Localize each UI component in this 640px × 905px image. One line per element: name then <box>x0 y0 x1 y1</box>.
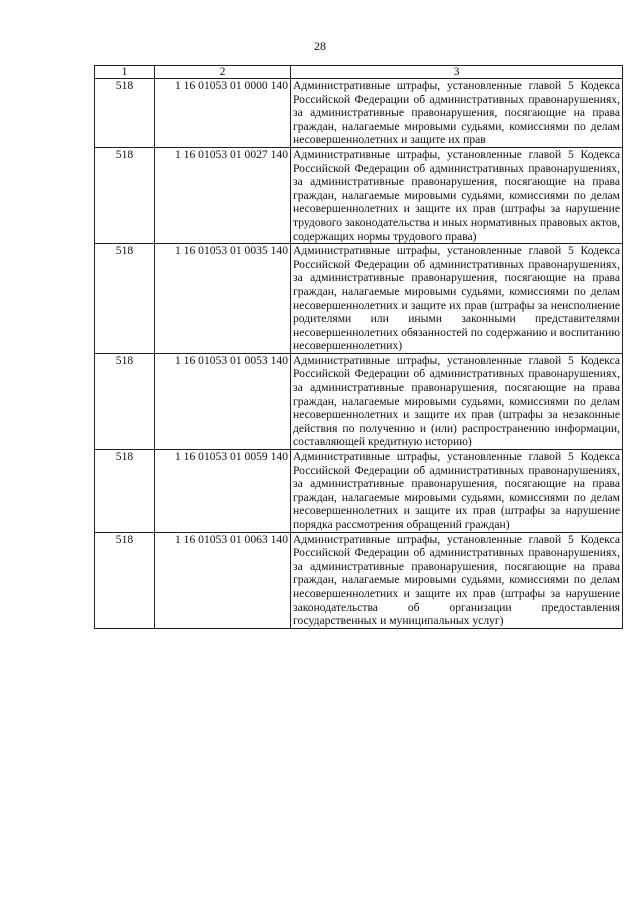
table-row <box>95 147 623 243</box>
table-header <box>95 66 623 79</box>
table-body <box>95 79 623 629</box>
table-row <box>95 532 623 628</box>
admin-code-cell: 518 <box>95 353 155 449</box>
header-row <box>95 66 623 79</box>
table-row <box>95 79 623 148</box>
table-row <box>95 244 623 354</box>
admin-code-cell: 518 <box>95 244 155 354</box>
table-row <box>95 450 623 533</box>
header-col-1: 1 <box>95 66 155 79</box>
description-cell: Административные штрафы, установленные главой 5 Кодекса Российской Федерации об административных правонарушениях, за административные правонарушения, посягающие на права граждан, налагаемые мировыми судьями, комиссиями по делам несовершеннолетних и защите их прав (штрафы за нарушение законодательства об организации предоставления государственных и муниципальных услуг) <box>291 532 623 628</box>
budget-code-cell: 1 16 01053 01 0059 140 <box>155 450 291 533</box>
description-cell: Административные штрафы, установленные главой 5 Кодекса Российской Федерации об административных правонарушениях, за административные правонарушения, посягающие на права граждан, налагаемые мировыми судьями, комиссиями по делам несовершеннолетних и защите их прав (штрафы за нарушение порядка рассмотрения обращений граждан) <box>291 450 623 533</box>
budget-code-cell: 1 16 01053 01 0035 140 <box>155 244 291 354</box>
admin-code-cell: 518 <box>95 532 155 628</box>
page-number: 28 <box>314 39 326 53</box>
budget-code-cell: 1 16 01053 01 0027 140 <box>155 147 291 243</box>
admin-code-cell: 518 <box>95 450 155 533</box>
budget-code-cell: 1 16 01053 01 0000 140 <box>155 79 291 148</box>
admin-code-cell: 518 <box>95 147 155 243</box>
header-col-3: 3 <box>291 66 623 79</box>
header-col-2: 2 <box>155 66 291 79</box>
budget-code-cell: 1 16 01053 01 0053 140 <box>155 353 291 449</box>
classification-table <box>94 65 623 629</box>
description-cell: Административные штрафы, установленные главой 5 Кодекса Российской Федерации об административных правонарушениях, за административные правонарушения, посягающие на права граждан, налагаемые мировыми судьями, комиссиями по делам несовершеннолетних и защите их прав (штрафы за незаконные действия по получению и (или) распространению информации, составляющей кредитную историю) <box>291 353 623 449</box>
budget-code-cell: 1 16 01053 01 0063 140 <box>155 532 291 628</box>
description-cell: Административные штрафы, установленные главой 5 Кодекса Российской Федерации об административных правонарушениях, за административные правонарушения, посягающие на права граждан, налагаемые мировыми судьями, комиссиями по делам несовершеннолетних и защите их прав (штрафы за нарушение трудового законодательства и иных нормативных правовых актов, содержащих нормы трудового права) <box>291 147 623 243</box>
admin-code-cell: 518 <box>95 79 155 148</box>
table-row <box>95 353 623 449</box>
description-cell: Административные штрафы, установленные главой 5 Кодекса Российской Федерации об административных правонарушениях, за административные правонарушения, посягающие на права граждан, налагаемые мировыми судьями, комиссиями по делам несовершеннолетних и защите их прав <box>291 79 623 148</box>
description-cell: Административные штрафы, установленные главой 5 Кодекса Российской Федерации об административных правонарушениях, за административные правонарушения, посягающие на права граждан, налагаемые мировыми судьями, комиссиями по делам несовершеннолетних и защите их прав (штрафы за неисполнение родителями или иными законными представителями несовершеннолетних обязанностей по содержанию и воспитанию несовершеннолетних) <box>291 244 623 354</box>
